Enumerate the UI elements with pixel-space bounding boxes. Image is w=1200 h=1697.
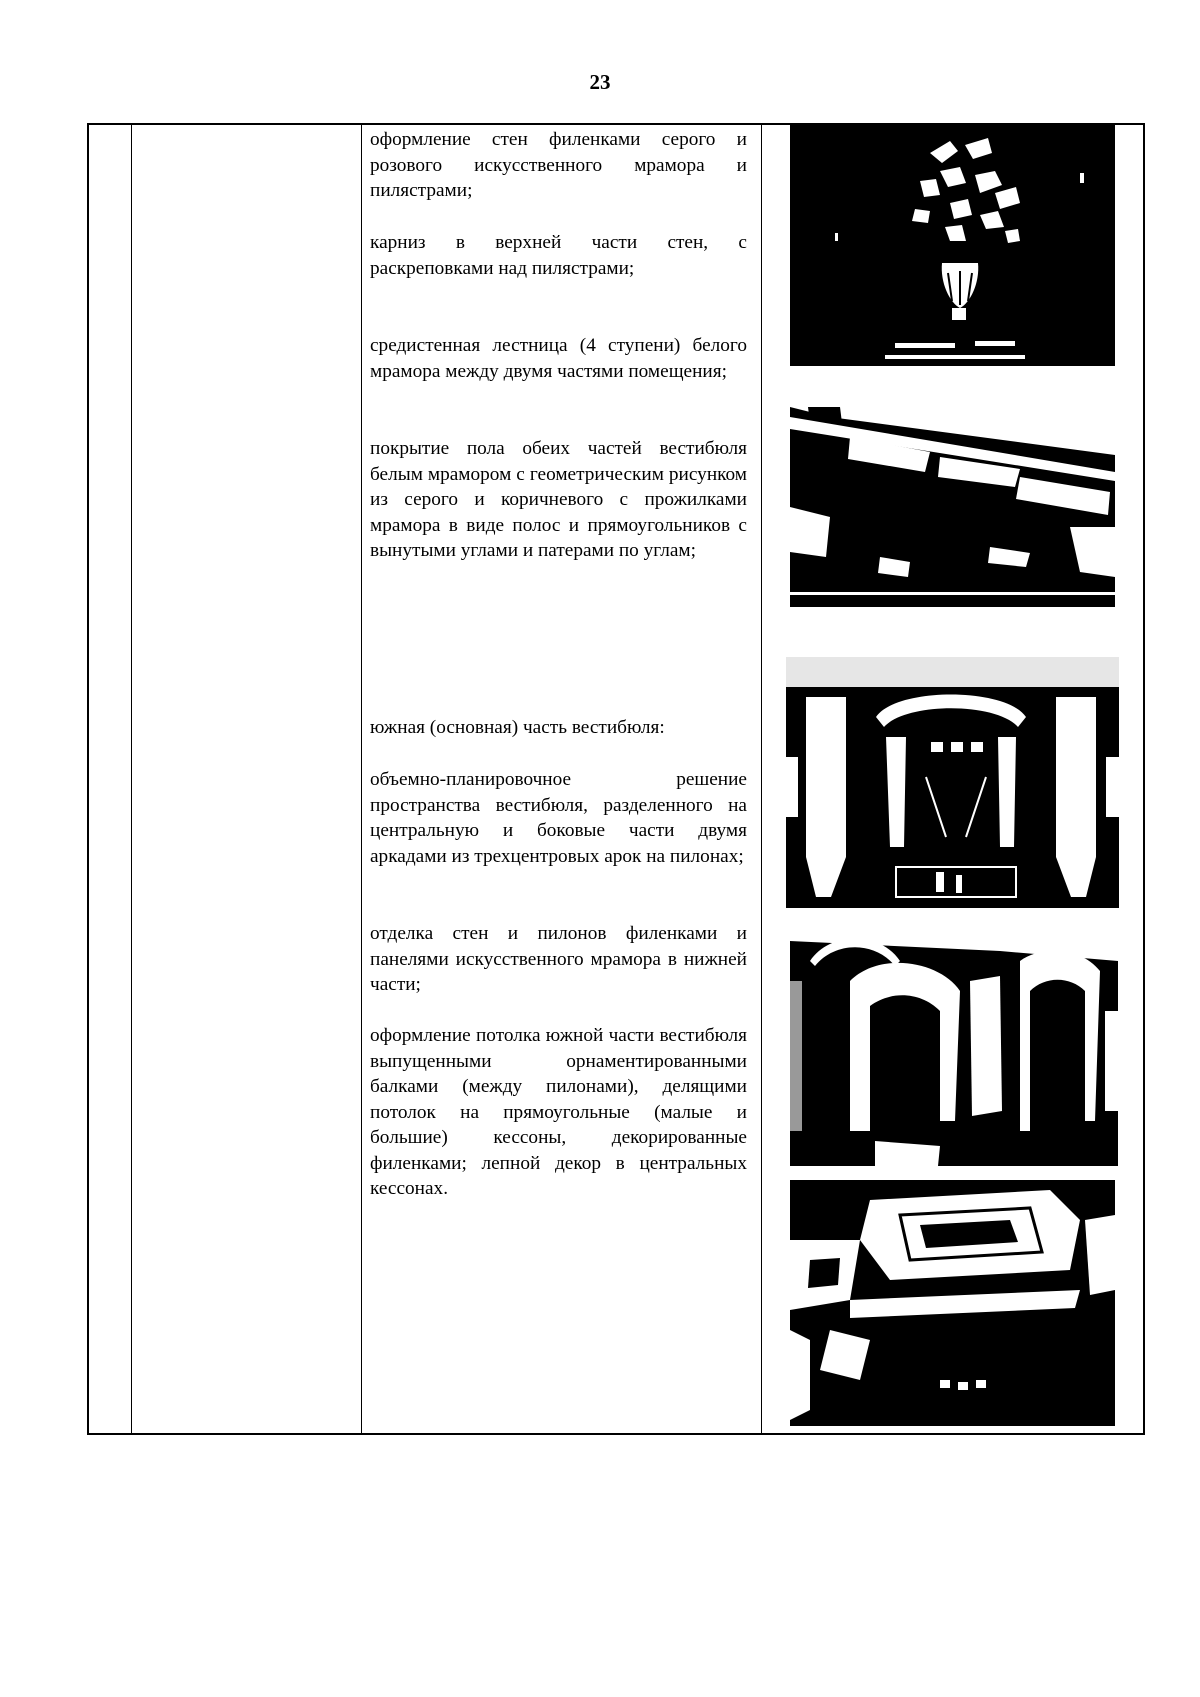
table-column-divider — [761, 125, 762, 1433]
table-column-divider — [361, 125, 362, 1433]
photo-coffered-ceiling — [790, 1180, 1115, 1426]
description-paragraph: средистенная лестница (4 ступени) белого мрамора между двумя частями помещения; — [370, 335, 747, 382]
description-paragraph: оформление стен филенками серого и розового искусственного мрамора и пилястрами; — [370, 129, 747, 201]
description-paragraph: отделка стен и пилонов филенками и панелями искусственного мрамора в нижней части; — [370, 923, 747, 995]
photo-south-vestibule-arcade — [786, 657, 1119, 908]
photo-ceiling-chandelier — [790, 123, 1115, 366]
description-paragraph: южная (основная) часть вестибюля: — [370, 717, 665, 738]
page-number: 23 — [589, 70, 611, 94]
description-paragraph: покрытие пола обеих частей вестибюля белым мрамором с геометрическим рисунком из серого и коричневого с прожилками мрамора в виде полос и прямоугольников с вынутыми углами и патерами по углам; — [370, 438, 747, 561]
table-column-divider — [131, 125, 132, 1433]
photo-arches-pylons — [790, 921, 1118, 1166]
description-paragraph: карниз в верхней части стен, с раскреповками над пилястрами; — [370, 232, 747, 279]
description-paragraph: оформление потолка южной части вестибюля выпущенными орнаментированными балками (между пилонами), делящими потолок на прямоугольные (малые и большие) кессоны, декорированные филенками; лепной декор в центральных кессонах. — [370, 1025, 747, 1199]
description-paragraph: объемно-планировочное решение пространства вестибюля, разделенного на центральную и боковые части двумя аркадами из трехцентровых арок на пилонах; — [370, 769, 747, 867]
photo-cornice-wall — [790, 377, 1115, 607]
